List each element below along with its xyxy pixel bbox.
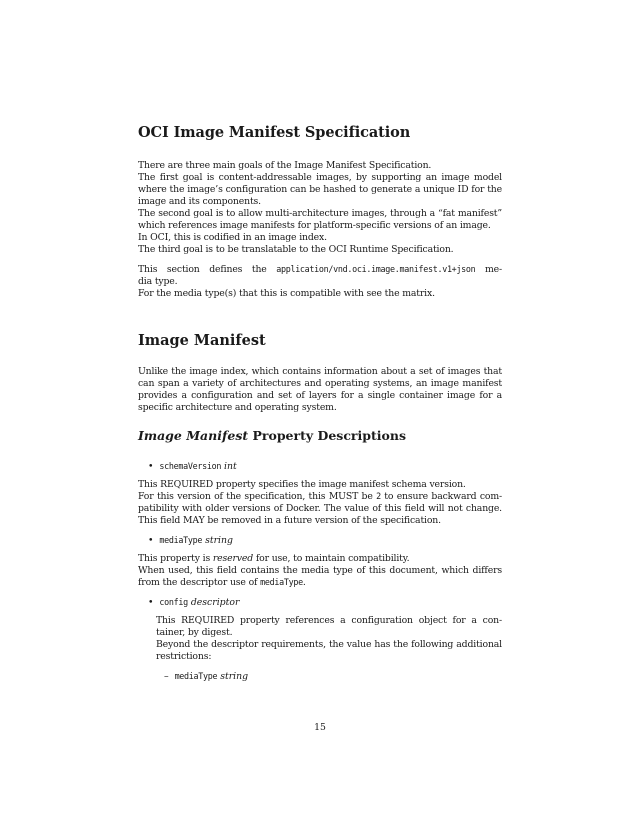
paragraph-line: provides a configuration and set of layers for a single container image for a	[138, 390, 502, 401]
paragraph-line	[138, 577, 306, 588]
page-number: 15	[314, 722, 326, 733]
schema-value: 2	[376, 491, 381, 501]
paragraph-line: dia type.	[138, 276, 178, 287]
property-type: string	[205, 535, 233, 546]
text-span: me-	[475, 264, 502, 275]
paragraph-line: can span a variety of architectures and operating systems, an image manifest	[138, 378, 502, 389]
property-name: schemaVersion	[159, 461, 222, 471]
paragraph-line: For the media type(s) that this is compatible with see the matrix.	[138, 288, 435, 299]
property-type: descriptor	[190, 597, 240, 608]
text-span: .	[302, 577, 306, 588]
paragraph-line	[138, 491, 502, 502]
paragraph-line: image and its components.	[138, 196, 261, 207]
property-type: string	[220, 671, 249, 682]
paragraph-line: patibility with older versions of Docker. The value of this field will not change.	[138, 503, 502, 514]
paragraph-line: This REQUIRED property specifies the image manifest schema version.	[138, 479, 466, 490]
paragraph-line: tainer, by digest.	[156, 627, 233, 638]
paragraph-line: This field MAY be removed in a future version of the specification.	[138, 515, 441, 526]
paragraph-line: This REQUIRED property references a configuration object for a con-	[156, 615, 502, 626]
property-name: config	[159, 597, 188, 607]
paragraph-line: The first goal is content-addressable images, by supporting an image model	[138, 172, 502, 183]
text-span: This property is	[138, 553, 213, 564]
paragraph-line: Beyond the descriptor requirements, the value has the following additional	[156, 639, 502, 650]
paragraph-line: There are three main goals of the Image Manifest Specification.	[138, 160, 432, 171]
text-span: for use, to maintain compatibility.	[253, 553, 410, 564]
text-span: This section defines the	[138, 264, 277, 275]
subsection-heading	[138, 428, 502, 443]
heading-italic: Image Manifest	[138, 428, 249, 443]
text-span: to ensure backward com-	[380, 491, 502, 502]
paragraph-line: where the image’s configuration can be hashed to generate a unique ID for the	[138, 184, 502, 195]
paragraph-line: When used, this field contains the media type of this document, which differs	[138, 565, 502, 576]
bullet-item: • config descriptor	[148, 597, 240, 608]
paragraph-line: specific architecture and operating system.	[138, 402, 337, 413]
media-type-code: mediaType	[260, 577, 303, 587]
paragraph-line: restrictions:	[156, 651, 212, 662]
paragraph-line: In OCI, this is codified in an image index.	[138, 232, 327, 243]
paragraph-line: The third goal is to be translatable to the OCI Runtime Specification.	[138, 244, 454, 255]
paragraph-line: which references image manifests for platform-specific versions of an image.	[138, 220, 491, 231]
bullet-item: • mediaType string	[148, 535, 233, 546]
media-type-line	[138, 264, 502, 275]
paragraph-line: Unlike the image index, which contains information about a set of images that	[138, 366, 502, 377]
paragraph-line	[138, 553, 409, 564]
document-page	[138, 0, 502, 826]
property-name: mediaType	[159, 535, 203, 545]
text-span: from the descriptor use of	[138, 577, 261, 588]
paragraph-line: The second goal is to allow multi-architecture images, through a “fat manifest”	[138, 208, 502, 219]
media-type-code: application/vnd.oci.image.manifest.v1+json	[276, 264, 476, 274]
reserved-word: reserved	[212, 553, 254, 564]
property-name: mediaType	[174, 671, 218, 681]
text-span: For this version of the specification, this MUST be	[138, 491, 377, 502]
sub-bullet-item: – mediaType string	[164, 671, 249, 682]
section-heading: OCI Image Manifest Specification	[138, 124, 411, 141]
property-type: int	[224, 461, 237, 472]
heading-rest: Property Descriptions	[248, 428, 406, 443]
bullet-item: • schemaVersion int	[148, 461, 237, 472]
section-heading: Image Manifest	[138, 332, 266, 349]
